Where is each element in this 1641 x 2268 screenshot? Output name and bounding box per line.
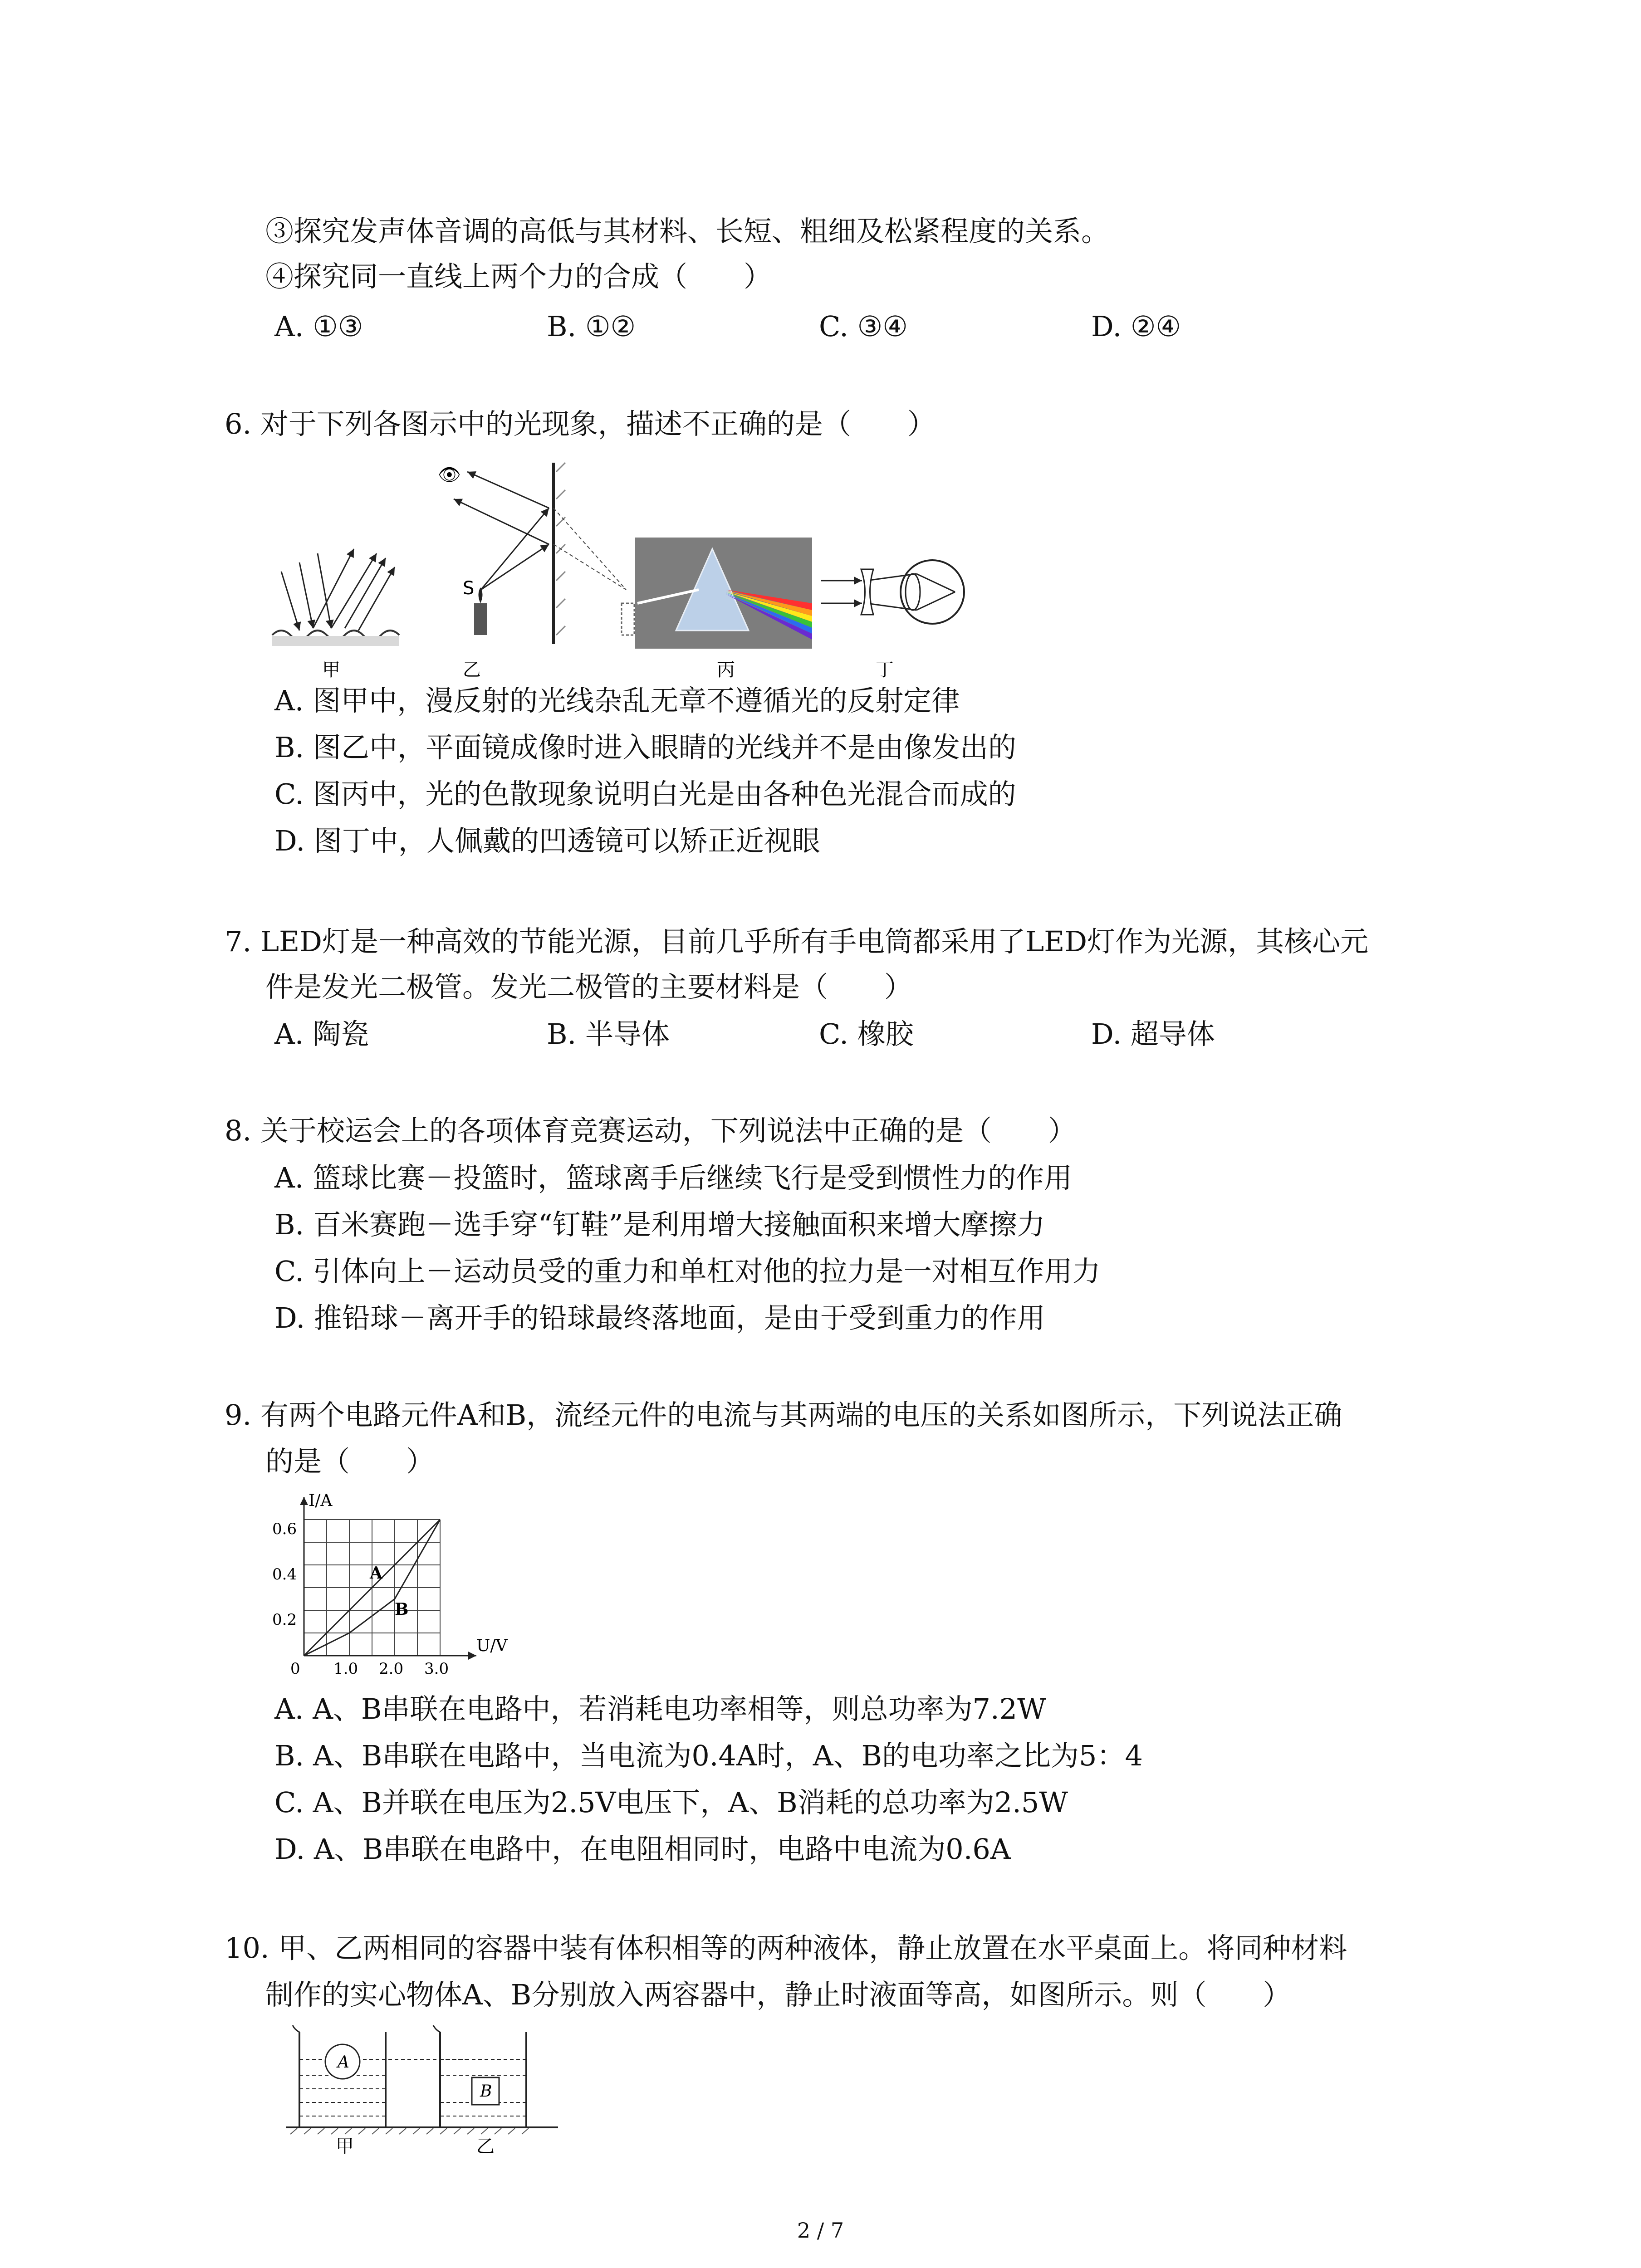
q5-option-b[interactable]: B. ①②	[547, 310, 636, 343]
q6-option-c[interactable]: C. 图丙中，光的色散现象说明白光是由各种色光混合而成的	[274, 777, 1016, 811]
q5-item-4: ④探究同一直线上两个力的合成（ ）	[265, 260, 772, 293]
q9-option-c[interactable]: C. A、B并联在电压为2.5V电压下，A、B消耗的总功率为2.5W	[274, 1786, 1068, 1819]
q9-y-label: I/A	[309, 1491, 333, 1510]
q6-caption-ding: 丁	[876, 660, 894, 680]
q6-caption-yi: 乙	[463, 660, 481, 680]
q5-option-c[interactable]: C. ③④	[819, 310, 908, 343]
q6-figure-yi	[438, 463, 651, 644]
eye-icon: 👁	[438, 464, 461, 485]
q6-figure-ding	[821, 560, 964, 624]
q9-xtick-1: 1.0	[333, 1660, 358, 1678]
q10-container-jia	[293, 2025, 467, 2127]
q10-object-a: A	[338, 2053, 349, 2072]
q5-option-a[interactable]: A. ①③	[274, 310, 363, 343]
q6-figure-jia	[272, 549, 399, 646]
q9-xtick-3: 3.0	[424, 1660, 449, 1678]
q7-stem-line1: 7. LED灯是一种高效的节能光源，目前几乎所有手电筒都采用了LED灯作为光源，其核心元	[225, 925, 1369, 958]
q5-item-3: ③探究发声体音调的高低与其材料、长短、粗细及松紧程度的关系。	[265, 215, 1110, 248]
q7-option-a[interactable]: A. 陶瓷	[274, 1017, 369, 1051]
page-number: 2 / 7	[797, 2218, 844, 2243]
q9-x-label: U/V	[476, 1637, 508, 1655]
q8-stem: 8. 关于校运会上的各项体育竞赛运动，下列说法中正确的是（ ）	[225, 1114, 1076, 1147]
q9-iu-graph	[263, 1488, 517, 1696]
q9-option-d[interactable]: D. A、B串联在电路中，在电阻相同时，电路中电流为0.6A	[274, 1833, 1011, 1866]
q6-option-b[interactable]: B. 图乙中，平面镜成像时进入眼睛的光线并不是由像发出的	[274, 731, 1016, 764]
q9-curve-a-label: A	[370, 1564, 382, 1583]
q9-curve-b-label: B	[395, 1600, 409, 1619]
q10-stem-line2: 制作的实心物体A、B分别放入两容器中，静止时液面等高，如图所示。则（ ）	[265, 1978, 1291, 2011]
q6-stem: 6. 对于下列各图示中的光现象，描述不正确的是（ ）	[225, 407, 936, 440]
q7-option-b[interactable]: B. 半导体	[547, 1017, 670, 1051]
q10-container-yi	[433, 2025, 526, 2127]
q8-option-d[interactable]: D. 推铅球－离开手的铅球最终落地面，是由于受到重力的作用	[274, 1301, 1045, 1334]
q9-option-b[interactable]: B. A、B串联在电路中，当电流为0.4A时，A、B的电功率之比为5：4	[274, 1739, 1143, 1772]
q9-option-a[interactable]: A. A、B串联在电路中，若消耗电功率相等，则总功率为7.2W	[274, 1692, 1046, 1725]
q6-label-s: S	[463, 578, 475, 599]
q7-option-d[interactable]: D. 超导体	[1091, 1017, 1215, 1051]
q9-ytick-0-2: 0.2	[272, 1611, 297, 1629]
q10-stem-line1: 10. 甲、乙两相同的容器中装有体积相等的两种液体，静止放置在水平桌面上。将同种材料	[225, 1931, 1347, 1965]
q5-option-d[interactable]: D. ②④	[1091, 310, 1181, 343]
q9-ytick-0-6: 0.6	[272, 1520, 297, 1538]
q10-figure	[286, 2019, 558, 2155]
q6-caption-bing: 丙	[717, 660, 735, 680]
q8-option-c[interactable]: C. 引体向上－运动员受的重力和单杠对他的拉力是一对相互作用力	[274, 1255, 1101, 1288]
q8-option-a[interactable]: A. 篮球比赛－投篮时，篮球离手后继续飞行是受到惯性力的作用	[274, 1161, 1073, 1194]
q6-figure-bing	[635, 538, 812, 649]
q10-caption-yi: 乙	[476, 2136, 495, 2155]
q7-stem-line2: 件是发光二极管。发光二极管的主要材料是（ ）	[265, 970, 913, 1003]
q10-caption-jia: 甲	[336, 2136, 354, 2155]
q9-origin: 0	[290, 1660, 300, 1678]
q6-caption-jia: 甲	[322, 660, 340, 680]
q9-stem-line2: 的是（ ）	[265, 1445, 435, 1478]
q9-ytick-0-4: 0.4	[272, 1565, 297, 1584]
q9-xtick-2: 2.0	[379, 1660, 404, 1678]
q9-stem-line1: 9. 有两个电路元件A和B，流经元件的电流与其两端的电压的关系如图所示，下列说法正确	[225, 1398, 1342, 1432]
q6-figure	[263, 454, 971, 680]
q6-option-d[interactable]: D. 图丁中，人佩戴的凹透镜可以矫正近视眼	[274, 824, 820, 857]
q10-object-b: B	[480, 2082, 492, 2101]
q6-option-a[interactable]: A. 图甲中，漫反射的光线杂乱无章不遵循光的反射定律	[274, 684, 960, 717]
q8-option-b[interactable]: B. 百米赛跑－选手穿“钉鞋”是利用增大接触面积来增大摩擦力	[274, 1208, 1045, 1241]
q7-option-c[interactable]: C. 橡胶	[819, 1017, 914, 1051]
